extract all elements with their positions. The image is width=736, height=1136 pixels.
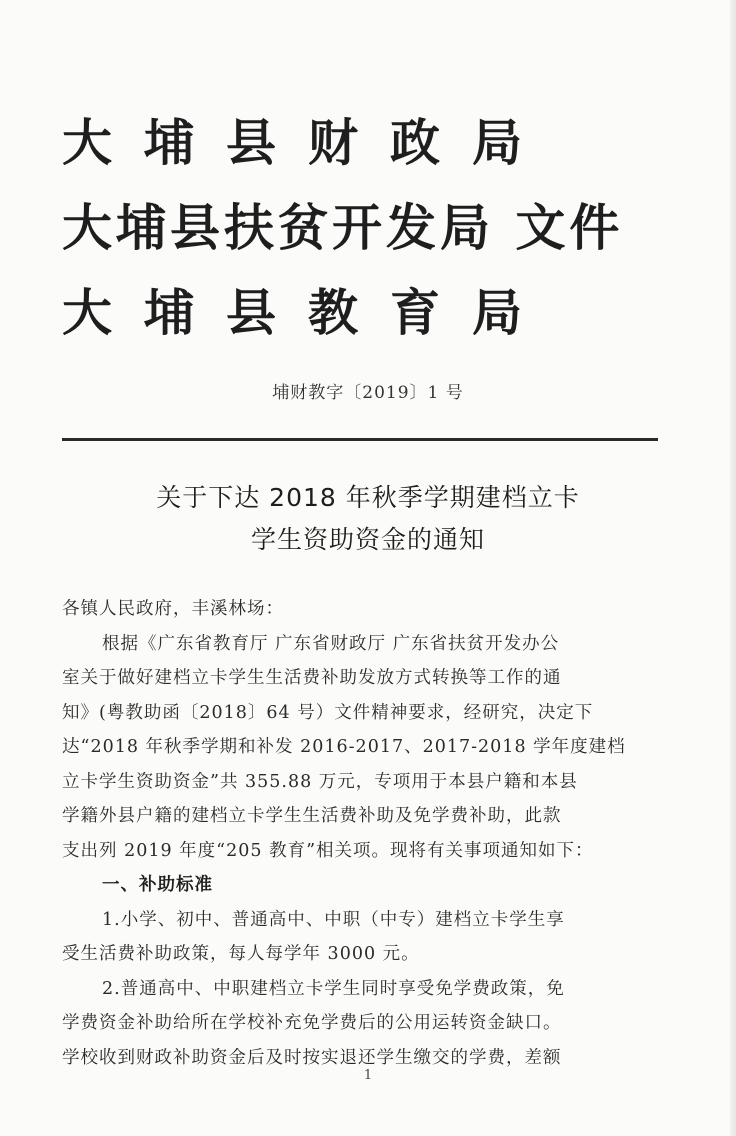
paragraph-line: 知》(粤教助函〔2018〕64 号）文件精神要求，经研究，决定下 — [62, 702, 594, 723]
paragraph-line: 达“2018 年秋季学期和补发 2016-2017、2017-2018 学年度建档 — [62, 737, 626, 757]
section-heading: 一、补助标准 — [102, 875, 213, 895]
document-body — [62, 592, 662, 1075]
document-number: 埔财教字〔2019〕1 号 — [272, 383, 464, 403]
issuer-finance-bureau: 大埔县财政局 — [62, 114, 554, 172]
issuer-education-bureau: 大埔县教育局 — [62, 284, 554, 342]
list-item-line: 1.小学、初中、普通高中、中职（中专）建档立卡学生享 — [102, 909, 565, 930]
salutation: 各镇人民政府，丰溪林场： — [62, 599, 284, 619]
list-item-line: 2.普通高中、中职建档立卡学生同时享受免学费政策，免 — [102, 978, 565, 999]
paragraph-line: 室关于做好建档立卡学生生活费补助发放方式转换等工作的通 — [62, 668, 562, 688]
paragraph-line: 立卡学生资助资金”共 355.88 万元，专项用于本县户籍和本县 — [62, 771, 578, 792]
issuer-poverty-alleviation-bureau: 大埔县扶贫开发局 文件 — [62, 199, 624, 257]
paragraph-line: 支出列 2019 年度“205 教育”相关项。现将有关事项通知如下： — [62, 840, 594, 861]
header-rule — [62, 438, 658, 441]
document-title-line-2: 学生资助资金的通知 — [250, 525, 485, 554]
scan-edge-shadow — [730, 0, 736, 1136]
paragraph-line: 根据《广东省教育厅 广东省财政厅 广东省扶贫开发办公 — [102, 633, 560, 654]
list-item-line: 学费资金补助给所在学校补充免学费后的公用运转资金缺口。 — [62, 1013, 562, 1033]
list-item-line: 受生活费补助政策，每人每学年 3000 元。 — [62, 944, 420, 964]
page-number: 1 — [363, 1068, 373, 1083]
document-title-line-1: 关于下达 2018 年秋季学期建档立卡 — [156, 483, 580, 512]
paragraph-line: 学籍外县户籍的建档立卡学生生活费补助及免学费补助，此款 — [62, 806, 562, 826]
list-item-line: 学校收到财政补助资金后及时按实退还学生缴交的学费，差额 — [62, 1047, 562, 1068]
